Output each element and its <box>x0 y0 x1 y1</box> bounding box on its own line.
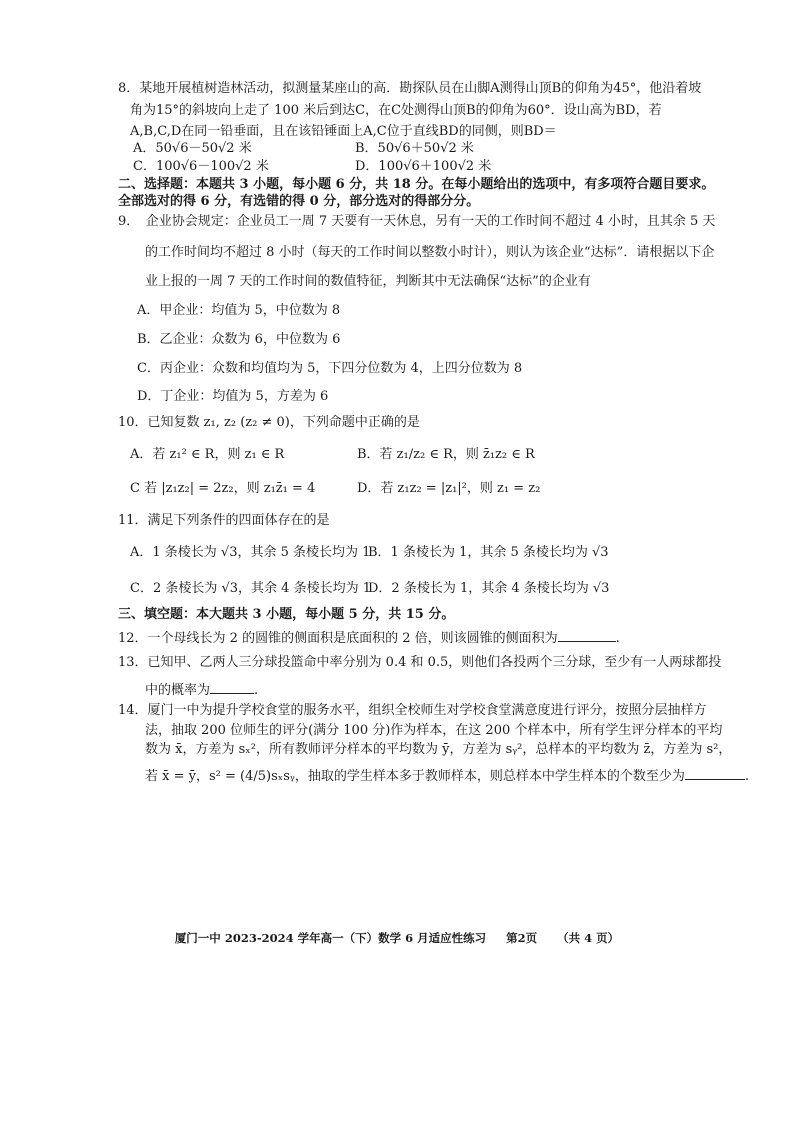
q9-option-a: A．甲企业：均值为 5，中位数为 8 <box>137 303 341 318</box>
q10-option-a: A．若 z₁² ∈ R，则 z₁ ∈ R <box>130 447 285 462</box>
q8-option-b: B．50√6＋50√2 米 <box>355 141 474 156</box>
q13-line2 <box>145 680 258 700</box>
q11-option-a: A．1 条棱长为 √3，其余 5 条棱长均为 1 <box>130 545 371 560</box>
q8-line1: 8．某地开展植树造林活动，拟测量某座山的高．勘探队员在山脚A测得山顶B的仰角为45°，他沿着坡 <box>118 81 702 96</box>
q12-line <box>118 628 620 648</box>
q8-option-a: A．50√6－50√2 米 <box>133 141 252 156</box>
q10-option-b: B．若 z₁/z₂ ∈ R，则 z̄₁z₂ ∈ R <box>357 447 535 462</box>
footer-title: 厦门一中 2023-2024 学年高一（下）数学 6 月适应性练习 <box>174 931 487 945</box>
q14-line2: 法，抽取 200 位师生的评分(满分 100 分)作为样本，在这 200 个样本中，所有学生评分样本的平均 <box>145 723 723 738</box>
q13-text: 中的概率为 <box>145 683 211 698</box>
q12-text: 12．一个母线长为 2 的圆锥的侧面积是底面积的 2 倍，则该圆锥的侧面积为 <box>118 631 558 646</box>
q14-line4 <box>145 766 749 786</box>
q9-line1: 9． 企业协会规定：企业员工一周 7 天要有一天休息，另有一天的工作时间不超过 4 小时，且其余 5 天 <box>118 214 716 229</box>
footer-total-pages: （共 4 页） <box>557 931 620 945</box>
q11-option-b: B．1 条棱长为 1，其余 5 条棱长均为 √3 <box>368 545 609 560</box>
q10-option-c: C 若 |z₁z₂| = 2z₂，则 z₁z̄₁ = 4 <box>130 481 316 496</box>
q14-line3: 数为 x̄，方差为 sₓ²，所有教师评分样本的平均数为 ȳ，方差为 sᵧ²，总样本的平均数为 z̄，方差为 s²， <box>145 742 732 757</box>
q13-period: . <box>254 683 259 698</box>
q8-option-c: C．100√6－100√2 米 <box>133 159 269 174</box>
q9-line2: 的工作时间均不超过 8 小时（每天的工作时间以整数小时计），则认为该企业“达标”．请根据以下企 <box>145 245 715 260</box>
q14-text: 若 x̄ = ȳ，s² = (4/5)sₓsᵧ，抽取的学生样本多于教师样本，则总样本中学生样本的个数至少为 <box>145 769 685 784</box>
q9-option-c: C．丙企业：众数和均值均为 5，下四分位数为 4，上四分位数为 8 <box>137 361 523 376</box>
q9-option-b: B．乙企业：众数为 6，中位数为 6 <box>137 332 341 347</box>
q11-option-d: D．2 条棱长为 1，其余 4 条棱长均为 √3 <box>368 581 610 596</box>
q8-line2: 角为15°的斜坡向上走了 100 米后到达C，在C处测得山顶B的仰角为60°．设山高为BD，若 <box>130 103 662 118</box>
q14-period: . <box>744 769 749 784</box>
q11-stem: 11．满足下列条件的四面体存在的是 <box>118 513 330 528</box>
page-footer <box>0 930 794 946</box>
q12-answer-blank[interactable] <box>558 628 616 642</box>
q13-line1: 13．已知甲、乙两人三分球投篮命中率分别为 0.4 和 0.5，则他们各投两个三分球，至少有一人两球都投 <box>118 655 722 670</box>
footer-page-number: 第2页 <box>506 931 538 945</box>
q9-line3: 业上报的一周 7 天的工作时间的数值特征，判断其中无法确保“达标”的企业有 <box>145 274 591 289</box>
q13-answer-blank[interactable] <box>210 680 254 694</box>
q10-option-d: D．若 z₁z₂ = |z₁|²，则 z₁ = z₂ <box>357 481 541 496</box>
section2-heading: 二、选择题：本题共 3 小题，每小题 6 分，共 18 分。在每小题给出的选项中，有多项符合题目要求。 <box>118 177 715 192</box>
q12-period: . <box>615 631 620 646</box>
q8-option-d: D．100√6＋100√2 米 <box>355 159 492 174</box>
q8-line3: A,B,C,D在同一铅垂面，且在该铅锤面上A,C位于直线BD的同侧，则BD＝ <box>130 124 557 139</box>
q14-line1: 14．厦门一中为提升学校食堂的服务水平，组织全校师生对学校食堂满意度进行评分，按照分层抽样方 <box>118 703 707 718</box>
section3-heading: 三、填空题：本大题共 3 小题，每小题 5 分，共 15 分。 <box>118 607 455 622</box>
q9-option-d: D．丁企业：均值为 5，方差为 6 <box>137 389 329 404</box>
q14-answer-blank[interactable] <box>685 766 745 780</box>
section2-instructions: 全部选对的得 6 分，有选错的得 0 分，部分选对的得部分分。 <box>118 194 480 209</box>
q11-option-c: C．2 条棱长为 √3，其余 4 条棱长均为 1 <box>130 581 371 596</box>
q10-stem: 10．已知复数 z₁, z₂ (z₂ ≠ 0)，下列命题中正确的是 <box>118 415 420 430</box>
